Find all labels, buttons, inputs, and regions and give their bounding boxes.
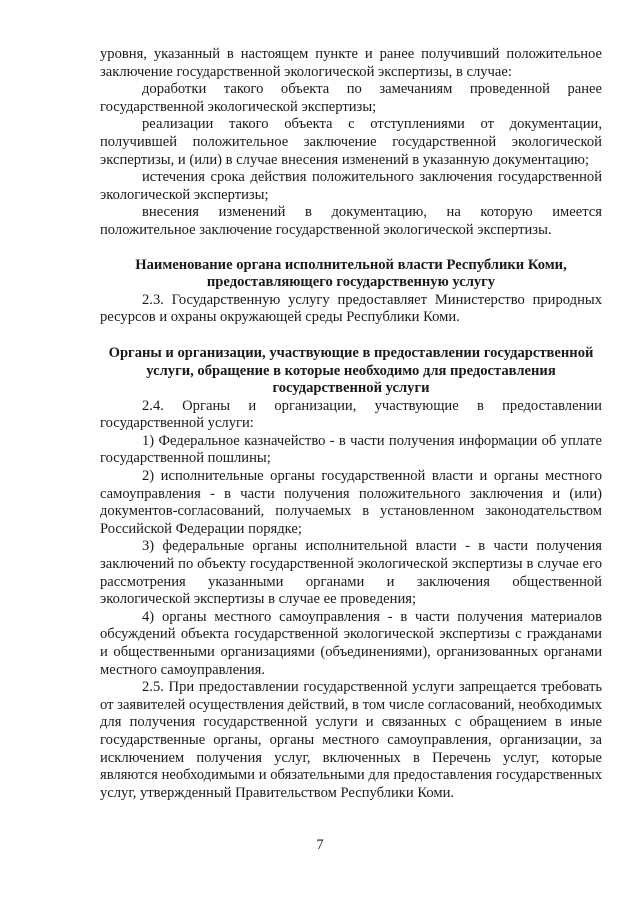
paragraph: 2) исполнительные органы государственной власти и органы местного самоуправления - в части получения положительного заключения и (или) документов-согласований, получаемых в установленном законодательством Российской Федерации порядке;	[100, 468, 602, 537]
paragraph: 2.5. При предоставлении государственной услуги запрещается требовать от заявителей осуществления действий, в том числе согласований, необходимых для получения государственной услуги и связанных с обращением в иные государственные органы, органы местного самоуправления, организации, за исключением получения услуг, включенных в Перечень услуг, которые являются необходимыми и обязательными для предоставления государственных услуг, утвержденный Правительством Республики Коми.	[100, 679, 602, 801]
paragraph: 2.3. Государственную услугу предоставляет Министерство природных ресурсов и охраны окружающей среды Республики Коми.	[100, 291, 602, 326]
section-heading: Органы и организации, участвующие в предоставлении государственной услуги, обращение в которые необходимо для предоставления государственной услуги	[108, 344, 594, 397]
paragraph: 3) федеральные органы исполнительной власти - в части получения заключений по объекту государственной экологической экспертизы в случае его рассмотрения указанными органами и заключения общественной экологической экспертизы в случае ее проведения;	[100, 538, 602, 608]
paragraph: уровня, указанный в настоящем пункте и ранее получивший положительное заключение государственной экологической экспертизы, в случае:	[100, 46, 602, 80]
spacer	[100, 240, 602, 257]
page-number: 7	[316, 837, 324, 853]
spacer	[100, 327, 602, 345]
paragraph: истечения срока действия положительного заключения государственной экологической экспертизы;	[100, 169, 602, 203]
paragraph: внесения изменений в документацию, на которую имеется положительное заключение государственной экологической экспертизы.	[100, 204, 602, 238]
paragraph: 1) Федеральное казначейство - в части получения информации об уплате государственной пошлины;	[100, 432, 602, 467]
paragraph: доработки такого объекта по замечаниям проведенной ранее государственной экологической экспертизы;	[100, 81, 602, 115]
paragraph: 2.4. Органы и организации, участвующие в предоставлении государственной услуги:	[100, 397, 602, 432]
paragraph: реализации такого объекта с отступлениями от документации, получившей положительное заключение государственной экологической экспертизы, и (или) в случае внесения изменений в указанную документацию;	[100, 116, 602, 168]
page-content	[100, 46, 602, 802]
section-heading: Наименование органа исполнительной власти Республики Коми, предоставляющего государственную услугу	[135, 256, 567, 291]
paragraph: 4) органы местного самоуправления - в части получения материалов обсуждений объекта государственной экологической экспертизы с гражданами и общественными организациями (объединениями), организованных органами местного самоуправления.	[100, 608, 602, 678]
